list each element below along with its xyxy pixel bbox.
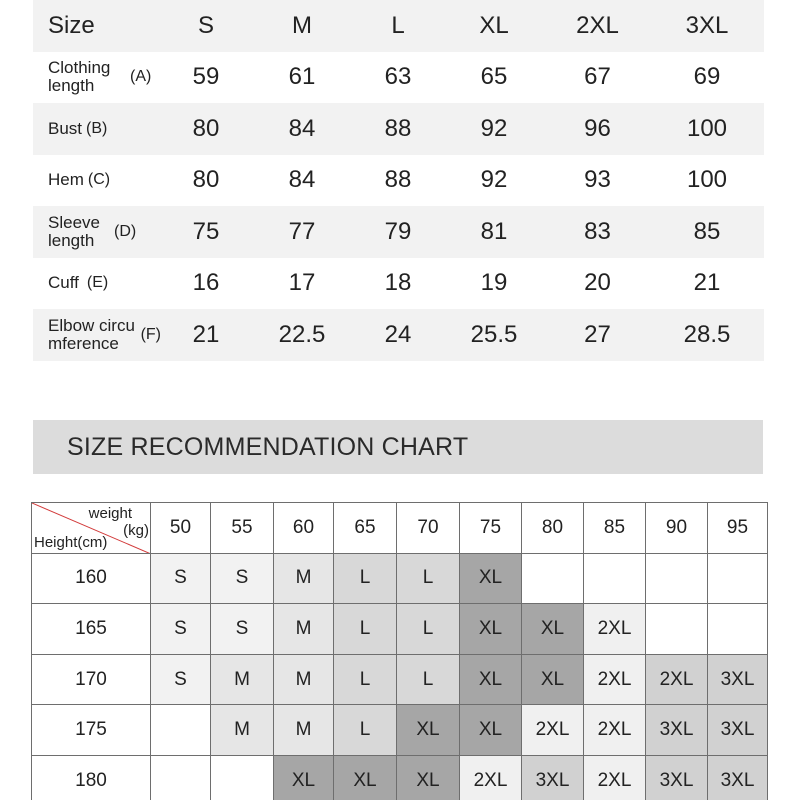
measure-value: 79	[353, 206, 443, 258]
weight-header: 95	[708, 503, 768, 554]
measure-code: (A)	[130, 68, 152, 86]
size-recommendation-cell	[646, 553, 708, 604]
size-recommendation-cell: XL	[460, 705, 522, 756]
size-recommendation-cell: XL	[522, 604, 584, 655]
height-label: 160	[32, 553, 151, 604]
recommendation-body	[32, 553, 768, 800]
measure-value: 88	[353, 103, 443, 155]
corner-kg-label: (kg)	[123, 522, 149, 539]
measure-row-cuff	[33, 258, 764, 310]
measure-label	[33, 206, 161, 258]
measure-value: 88	[353, 155, 443, 207]
height-row	[32, 755, 768, 800]
weight-header: 90	[646, 503, 708, 554]
size-recommendation-cell: S	[211, 604, 274, 655]
size-recommendation-cell: M	[274, 705, 334, 756]
size-recommendation-cell: XL	[460, 604, 522, 655]
height-label: 180	[32, 755, 151, 800]
measure-value: 24	[353, 309, 443, 361]
weight-header: 65	[334, 503, 397, 554]
measure-value: 17	[251, 258, 353, 310]
measure-value: 85	[650, 206, 764, 258]
size-recommendation-cell: M	[274, 553, 334, 604]
measure-name: Cuff	[48, 273, 79, 293]
size-header-cell: M	[251, 0, 353, 52]
size-recommendation-cell	[584, 553, 646, 604]
measure-value: 84	[251, 155, 353, 207]
recommendation-table	[31, 502, 768, 800]
measure-row-bust	[33, 103, 764, 155]
size-recommendation-cell: S	[211, 553, 274, 604]
measure-code: (D)	[114, 222, 137, 240]
height-label: 170	[32, 654, 151, 705]
size-recommendation-cell: 2XL	[646, 654, 708, 705]
size-recommendation-cell: 3XL	[708, 705, 768, 756]
size-header-row	[33, 0, 764, 52]
size-recommendation-cell: 2XL	[584, 604, 646, 655]
size-recommendation-cell	[646, 604, 708, 655]
size-recommendation-cell: XL	[460, 553, 522, 604]
size-header-cell: L	[353, 0, 443, 52]
size-recommendation-cell: 2XL	[522, 705, 584, 756]
weight-header: 70	[397, 503, 460, 554]
size-recommendation-cell	[522, 553, 584, 604]
measure-value: 21	[650, 258, 764, 310]
size-recommendation-cell: M	[211, 654, 274, 705]
measure-value: 92	[443, 155, 545, 207]
size-header-cell: S	[161, 0, 251, 52]
measure-value: 80	[161, 103, 251, 155]
weight-header-row	[32, 503, 768, 554]
measure-row-elbow-circumference	[33, 309, 764, 361]
measure-row-hem	[33, 155, 764, 207]
height-row	[32, 553, 768, 604]
height-label: 165	[32, 604, 151, 655]
size-recommendation-cell	[708, 553, 768, 604]
size-recommendation-cell	[151, 705, 211, 756]
size-recommendation-cell: L	[397, 604, 460, 655]
size-recommendation-cell: L	[397, 553, 460, 604]
height-label: 175	[32, 705, 151, 756]
measure-value: 93	[545, 155, 650, 207]
corner-cell	[32, 503, 151, 554]
measure-value: 96	[545, 103, 650, 155]
size-recommendation-cell: 2XL	[584, 755, 646, 800]
size-recommendation-cell	[151, 755, 211, 800]
weight-header: 50	[151, 503, 211, 554]
measure-value: 100	[650, 103, 764, 155]
measure-code: (C)	[87, 171, 111, 189]
size-recommendation-cell	[708, 604, 768, 655]
measure-value: 61	[251, 52, 353, 104]
size-table	[33, 0, 764, 361]
size-recommendation-cell: 2XL	[584, 654, 646, 705]
height-row	[32, 654, 768, 705]
size-header-cell: 3XL	[650, 0, 764, 52]
size-recommendation-cell: 3XL	[646, 755, 708, 800]
measure-value: 28.5	[650, 309, 764, 361]
measure-label	[33, 309, 161, 361]
weight-header: 80	[522, 503, 584, 554]
size-recommendation-cell: S	[151, 654, 211, 705]
measure-row-clothing-length	[33, 52, 764, 104]
measure-label	[33, 103, 161, 155]
measure-value: 59	[161, 52, 251, 104]
size-header-cell: XL	[443, 0, 545, 52]
measure-name: Bust	[48, 118, 83, 138]
measure-value: 100	[650, 155, 764, 207]
size-recommendation-cell: 3XL	[522, 755, 584, 800]
size-recommendation-cell: 2XL	[460, 755, 522, 800]
measure-label	[33, 155, 161, 207]
measure-value: 80	[161, 155, 251, 207]
size-recommendation-cell: XL	[397, 705, 460, 756]
measure-value: 65	[443, 52, 545, 104]
measure-label	[33, 258, 161, 310]
size-header-label: Size	[33, 0, 161, 52]
size-recommendation-cell: M	[274, 654, 334, 705]
size-header-cell: 2XL	[545, 0, 650, 52]
measure-value: 22.5	[251, 309, 353, 361]
measure-code: (B)	[86, 119, 108, 137]
measure-value: 18	[353, 258, 443, 310]
measure-label	[33, 52, 161, 104]
weight-header: 75	[460, 503, 522, 554]
size-recommendation-cell	[211, 755, 274, 800]
measure-code: (F)	[140, 325, 161, 343]
recommendation-banner	[33, 420, 763, 474]
measure-value: 75	[161, 206, 251, 258]
size-recommendation-cell: L	[334, 705, 397, 756]
corner-weight-label: weight	[88, 505, 132, 522]
measure-code: (E)	[86, 274, 109, 292]
measure-value: 63	[353, 52, 443, 104]
size-recommendation-cell: L	[334, 654, 397, 705]
size-recommendation-cell: M	[211, 705, 274, 756]
size-recommendation-cell: 3XL	[708, 755, 768, 800]
size-recommendation-cell: XL	[397, 755, 460, 800]
measure-value: 16	[161, 258, 251, 310]
size-recommendation-cell: XL	[460, 654, 522, 705]
size-recommendation-cell: XL	[334, 755, 397, 800]
measure-name: Hem	[48, 170, 84, 190]
measure-name: Elbow circumference	[48, 315, 135, 353]
measure-name: Sleeve length	[48, 212, 100, 250]
size-recommendation-cell: XL	[274, 755, 334, 800]
measure-value: 27	[545, 309, 650, 361]
size-recommendation-cell: L	[334, 553, 397, 604]
height-row	[32, 705, 768, 756]
size-recommendation-cell: M	[274, 604, 334, 655]
measure-value: 69	[650, 52, 764, 104]
size-recommendation-cell: S	[151, 553, 211, 604]
size-recommendation-cell: L	[397, 654, 460, 705]
measure-row-sleeve-length	[33, 206, 764, 258]
measure-value: 21	[161, 309, 251, 361]
size-recommendation-cell: L	[334, 604, 397, 655]
weight-header: 55	[211, 503, 274, 554]
size-recommendation-cell: 2XL	[584, 705, 646, 756]
measure-value: 20	[545, 258, 650, 310]
measure-value: 81	[443, 206, 545, 258]
weight-header: 60	[274, 503, 334, 554]
size-recommendation-cell: S	[151, 604, 211, 655]
measure-value: 25.5	[443, 309, 545, 361]
measure-value: 67	[545, 52, 650, 104]
measure-value: 84	[251, 103, 353, 155]
height-row	[32, 604, 768, 655]
size-recommendation-cell: 3XL	[646, 705, 708, 756]
measure-value: 83	[545, 206, 650, 258]
measure-value: 77	[251, 206, 353, 258]
size-recommendation-cell: 3XL	[708, 654, 768, 705]
weight-header: 85	[584, 503, 646, 554]
size-recommendation-cell: XL	[522, 654, 584, 705]
measure-name: Clothing length	[48, 58, 111, 96]
measure-value: 92	[443, 103, 545, 155]
corner-height-label: Height(cm)	[34, 534, 108, 551]
banner-title: SIZE RECOMMENDATION CHART	[67, 433, 469, 461]
measure-value: 19	[443, 258, 545, 310]
